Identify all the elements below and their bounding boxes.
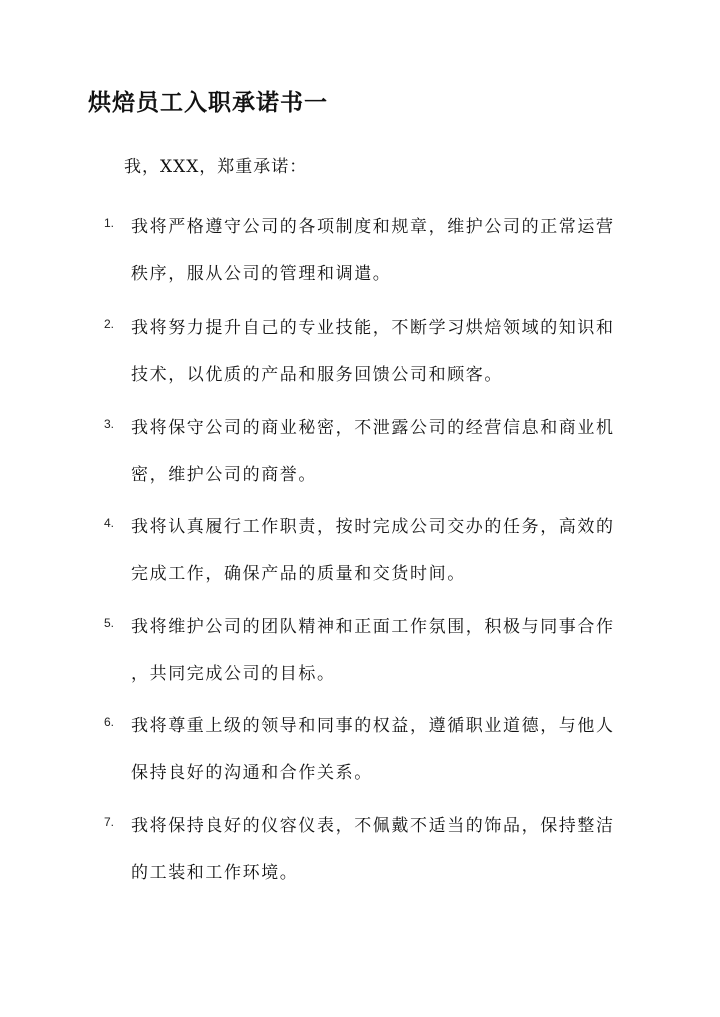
item-number: 6.: [104, 715, 115, 729]
document-title: 烘焙员工入职承诺书一: [88, 89, 328, 116]
item-text-line: 技术，以优质的产品和服务回馈公司和顾客。: [131, 365, 503, 385]
item-text-line: 我将保持良好的仪容仪表，不佩戴不适当的饰品，保持整洁: [131, 816, 615, 836]
item-text-line: 我将保守公司的商业秘密，不泄露公司的经营信息和商业机: [131, 418, 615, 438]
item-text-line: 我将认真履行工作职责，按时完成公司交办的任务，高效的: [131, 517, 615, 537]
intro-text: 我，XXX，郑重承诺：: [124, 157, 308, 177]
item-number: 3.: [104, 417, 115, 431]
item-text-line: ，共同完成公司的目标。: [131, 664, 336, 684]
item-text-line: 我将尊重上级的领导和同事的权益，遵循职业道德，与他人: [131, 716, 615, 736]
item-text-line: 我将严格遵守公司的各项制度和规章，维护公司的正常运营: [131, 217, 615, 237]
item-number: 1.: [104, 216, 115, 230]
item-text-line: 保持良好的沟通和合作关系。: [131, 763, 373, 783]
item-text-line: 完成工作，确保产品的质量和交货时间。: [131, 564, 466, 584]
item-number: 7.: [104, 815, 115, 829]
item-text-line: 密，维护公司的商誉。: [131, 465, 317, 485]
item-text-line: 我将努力提升自己的专业技能，不断学习烘焙领域的知识和: [131, 318, 615, 338]
item-text-line: 我将维护公司的团队精神和正面工作氛围，积极与同事合作: [131, 617, 615, 637]
item-number: 5.: [104, 616, 115, 630]
item-text-line: 的工装和工作环境。: [131, 863, 299, 883]
item-number: 4.: [104, 516, 115, 530]
item-number: 2.: [104, 317, 115, 331]
item-text-line: 秩序，服从公司的管理和调遣。: [131, 264, 392, 284]
